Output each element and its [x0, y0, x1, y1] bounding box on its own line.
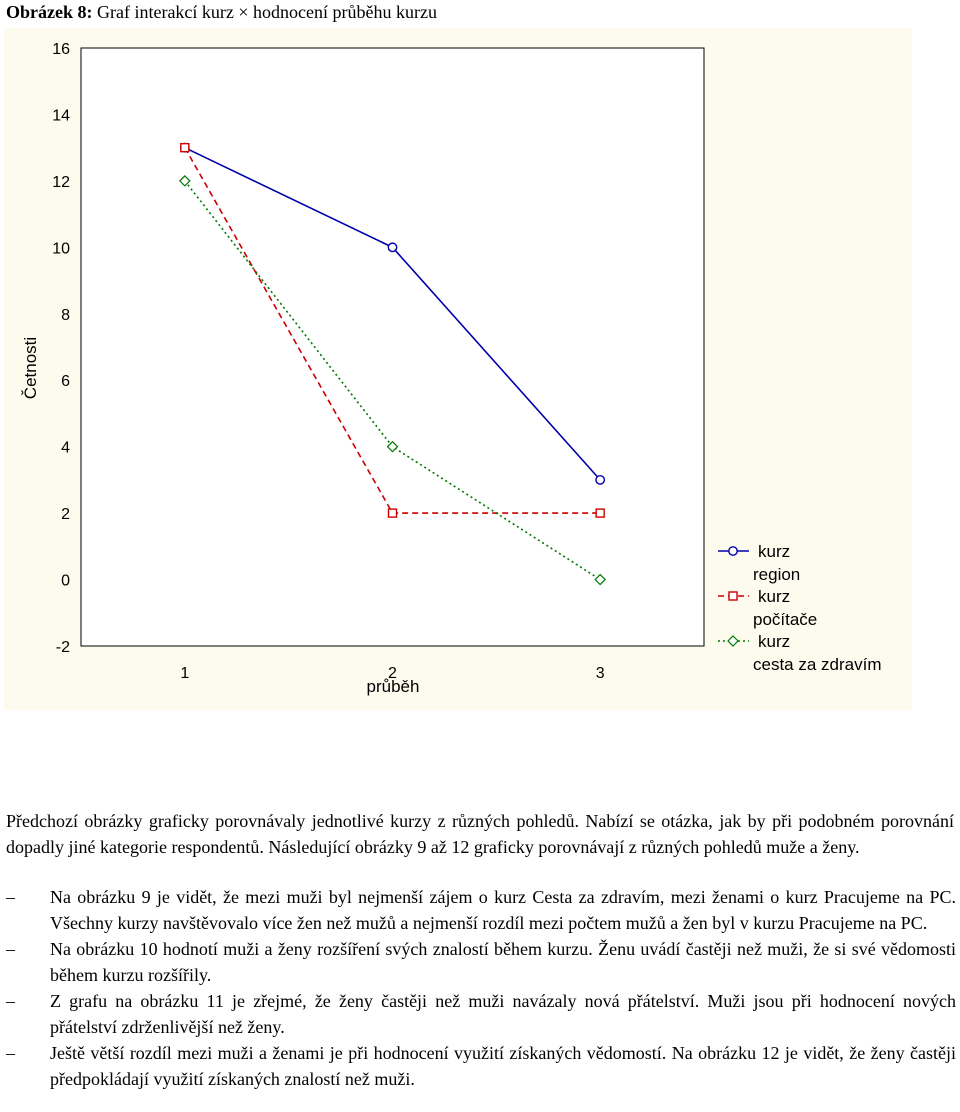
x-tick-label: 2: [388, 665, 397, 682]
y-tick-label: 8: [61, 306, 70, 324]
legend-marker-1: [729, 547, 737, 555]
bullet-item: [6, 936, 956, 988]
figure-caption: [6, 2, 437, 23]
y-tick-label: 12: [52, 173, 70, 191]
data-point-1: [388, 243, 396, 251]
y-tick-label: 2: [61, 506, 70, 524]
x-tick-label: 1: [180, 665, 190, 682]
y-tick-label: 6: [61, 373, 70, 391]
legend-label: počítače: [753, 610, 818, 629]
bullet-dash: –: [6, 887, 15, 907]
bullet-dash: –: [6, 1043, 15, 1063]
bullet-item: [6, 884, 956, 936]
bullet-list: [6, 884, 956, 1092]
plot-area: [81, 48, 704, 646]
bullet-dash: –: [6, 939, 15, 959]
bullet-text: Na obrázku 10 hodnotí muži a ženy rozšíření svých znalostí během kurzu. Ženu uvádí častěji než muži, že si své vědomosti během kurzu rozšířily.: [50, 939, 956, 985]
chart-panel: [4, 28, 912, 710]
data-point-1: [596, 476, 604, 484]
bullet-item: [6, 988, 956, 1040]
legend-label: kurz: [758, 632, 791, 651]
y-tick-label: 14: [52, 107, 70, 125]
data-point-2: [596, 509, 604, 517]
bullet-dash: –: [6, 991, 15, 1011]
legend-label: kurz: [758, 587, 791, 606]
data-point-2: [389, 509, 397, 517]
figure-title: Graf interakcí kurz × hodnocení průběhu kurzu: [96, 2, 438, 22]
legend-marker-2: [729, 592, 737, 600]
bullet-text: Ještě větší rozdíl mezi muži a ženami je při hodnocení využití získaných vědomostí. Na obrázku 12 je vidět, že ženy častěji předpokládají využití získaných znalostí než muži.: [50, 1043, 956, 1089]
y-tick-label: 10: [52, 240, 70, 258]
bullet-text: Z grafu na obrázku 11 je zřejmé, že ženy častěji než muži navázaly nová přátelství. Muži jsou při hodnocení nových přátelství zdrženlivější než ženy.: [50, 991, 956, 1037]
figure-label: Obrázek 8:: [6, 2, 93, 22]
y-tick-label: 4: [61, 439, 70, 457]
x-axis-label: průběh: [366, 677, 420, 696]
intro-paragraph: Předchozí obrázky graficky porovnávaly jednotlivé kurzy z různých pohledů. Nabízí se otázka, jak by při podobném porovnání dopadly jiné kategorie respondentů. Následující obrázky 9 až 12 graficky porovnávají z různých pohledů muže a ženy.: [6, 811, 954, 857]
y-tick-label: 16: [52, 41, 70, 58]
bullet-item: [6, 1040, 956, 1092]
x-tick-label: 3: [595, 665, 605, 682]
bullet-text: Na obrázku 9 je vidět, že mezi muži byl nejmenší zájem o kurz Cesta za zdravím, mezi ženami o kurz Pracujeme na PC. Všechny kurzy navštěvovalo více žen než mužů a nejmenší rozdíl mezi počtem mužů a žen byl v kurzu Pracujeme na PC.: [50, 887, 956, 933]
legend-label: cesta za zdravím: [753, 655, 882, 674]
y-tick-label: -2: [55, 639, 70, 656]
legend-label: region: [753, 565, 801, 584]
y-tick-label: 0: [61, 572, 70, 590]
y-axis-label: Četnosti: [21, 336, 40, 400]
interaction-chart: [4, 28, 912, 710]
legend-label: kurz: [758, 542, 791, 561]
data-point-2: [181, 144, 189, 152]
